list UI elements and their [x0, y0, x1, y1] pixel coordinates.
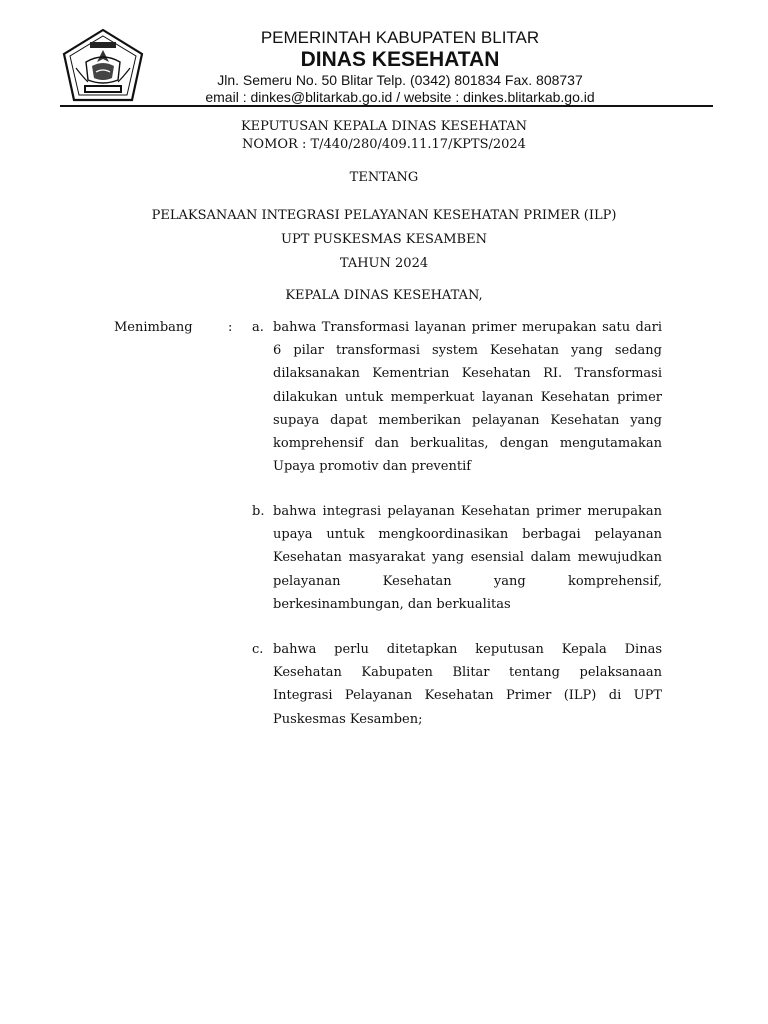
letterhead-divider [60, 105, 713, 107]
decree-heading [0, 118, 768, 154]
subject-line-2: UPT PUSKESMAS KESAMBEN [281, 232, 487, 247]
item-letter: b. [252, 504, 265, 519]
agency-address: Jln. Semeru No. 50 Blitar Telp. (0342) 801834 Fax. 808737 [217, 72, 583, 88]
considering-item [252, 500, 662, 616]
about-label: TENTANG [349, 170, 419, 185]
letterhead [150, 28, 650, 106]
considering-item [252, 316, 662, 478]
subject-line-3: TAHUN 2024 [339, 256, 429, 271]
decree-subject [0, 204, 768, 276]
agency-name: DINAS KESEHATAN [300, 48, 500, 71]
item-letter: a. [252, 320, 264, 335]
subject-line-1: PELAKSANAAN INTEGRASI PELAYANAN KESEHATAN PRIMER (ILP) [151, 208, 617, 223]
item-text: bahwa Transformasi layanan primer merupakan satu dari 6 pilar transformasi system Kesehatan yang sedang dilaksanakan Kementrian Kesehatan RI. Transformasi dilakukan untuk memperkuat layanan Kesehatan primer supaya dapat memberikan pelayanan Kesehatan yang komprehensif dan berkualitas, dengan mengutamakan Upaya promotiv dan preventif [273, 320, 662, 475]
government-name: PEMERINTAH KABUPATEN BLITAR [260, 28, 540, 47]
agency-contact: email : dinkes@blitarkab.go.id / website : dinkes.blitarkab.go.id [205, 89, 595, 105]
item-letter: c. [252, 642, 264, 657]
item-text: bahwa integrasi pelayanan Kesehatan primer merupakan upaya untuk mengkoordinasikan berbagai pelayanan Kesehatan masyarakat yang esensial dalam mewujudkan pelayanan Kesehatan yang komprehensif, berkesinambungan, dan berkualitas [273, 504, 662, 612]
item-text: bahwa perlu ditetapkan keputusan Kepala Dinas Kesehatan Kabupaten Blitar tentang pelaksanaan Integrasi Pelayanan Kesehatan Primer (ILP) di UPT Puskesmas Kesamben; [273, 642, 662, 727]
considering-label: Menimbang [114, 320, 193, 335]
considering-colon: : [228, 320, 233, 335]
decree-number: NOMOR : T/440/280/409.11.17/KPTS/2024 [242, 137, 526, 152]
decree-title: KEPUTUSAN KEPALA DINAS KESEHATAN [240, 119, 528, 134]
authority-line: KEPALA DINAS KESEHATAN, [285, 288, 483, 303]
considering-item [252, 638, 662, 731]
blitar-regency-emblem [62, 28, 144, 104]
